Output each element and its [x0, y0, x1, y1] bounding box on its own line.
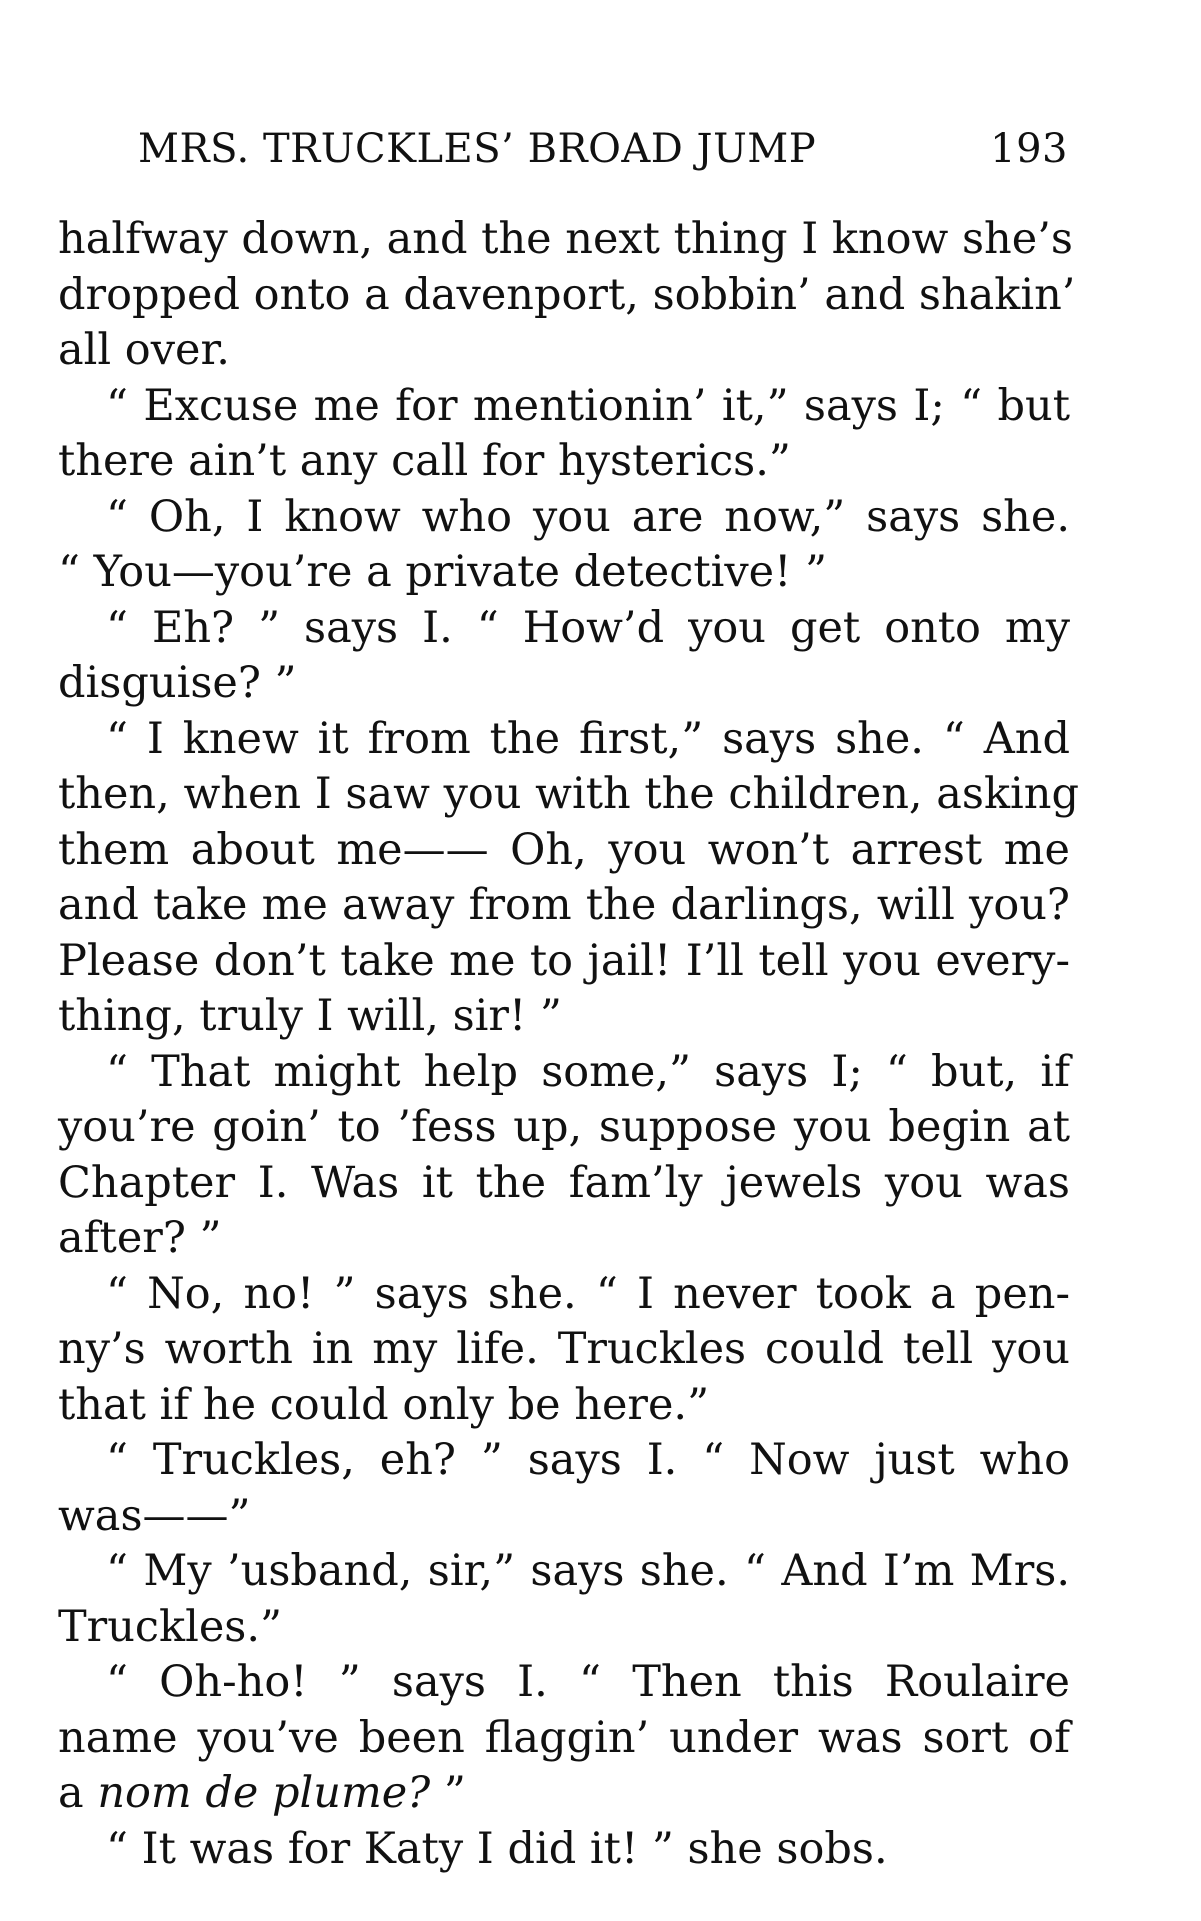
text-line: “ No, no! ” says she. “ I never took a pen-	[106, 1268, 1070, 1319]
text-line: dropped onto a davenport, sobbin’ and shakin’	[58, 269, 1076, 320]
text-line: “ You—you’re a private detective! ”	[58, 547, 828, 597]
text-line: halfway down, and the next thing I know she’s	[58, 214, 1073, 264]
text-line: “ Excuse me for mentionin’ it,” says I; “ but	[106, 380, 1070, 431]
text-line: after? ”	[58, 1213, 222, 1263]
text-line: that if he could only be here.”	[58, 1379, 710, 1430]
text-line: there ain’t any call for hysterics.”	[58, 436, 791, 486]
text-line: Truckles.”	[58, 1601, 282, 1652]
running-header	[138, 126, 1068, 186]
running-title: MRS. TRUCKLES’ BROAD JUMP	[138, 126, 817, 172]
text-line: disguise? ”	[58, 658, 297, 708]
text-line: you’re goin’ to ’fess up, suppose you begin at	[58, 1102, 1070, 1152]
text-line: “ Oh, I know who you are now,” says she.	[106, 491, 1070, 542]
line-tail: ”	[430, 1768, 466, 1818]
text-line: “ That might help some,” says I; “ but, if	[106, 1046, 1070, 1097]
text-line: “ Oh-ho! ” says I. “ Then this Roulaire	[106, 1657, 1070, 1707]
text-line: ny’s worth in my life. Truckles could tell you	[58, 1324, 1070, 1374]
line-lead: a	[58, 1768, 98, 1818]
text-line-italic-phrase	[58, 1766, 1070, 1822]
italic-phrase: nom de plume?	[97, 1768, 431, 1818]
page-number: 193	[990, 126, 1068, 172]
text-line: Please don’t take me to jail! I’ll tell you every-	[58, 935, 1070, 986]
text-line: them about me—— Oh, you won’t arrest me	[58, 824, 1070, 875]
text-line: and take me away from the darlings, will you?	[58, 880, 1070, 930]
text-line: then, when I saw you with the children, asking	[58, 769, 1079, 819]
text-line: Chapter I. Was it the fam’ly jewels you was	[58, 1157, 1070, 1208]
text-line: thing, truly I will, sir! ”	[58, 991, 562, 1041]
text-line: name you’ve been flaggin’ under was sort of	[58, 1712, 1070, 1763]
text-line: “ It was for Katy I did it! ” she sobs.	[106, 1823, 888, 1874]
text-line: “ My ’usband, sir,” says she. “ And I’m Mrs.	[106, 1546, 1070, 1596]
body-text	[58, 212, 1079, 1877]
text-line: “ Eh? ” says I. “ How’d you get onto my	[106, 602, 1070, 653]
text-line: was——”	[58, 1490, 251, 1541]
text-line: all over.	[58, 325, 230, 375]
text-line: “ I knew it from the first,” says she. “ And	[106, 713, 1070, 764]
text-line: “ Truckles, eh? ” says I. “ Now just who	[106, 1435, 1070, 1485]
